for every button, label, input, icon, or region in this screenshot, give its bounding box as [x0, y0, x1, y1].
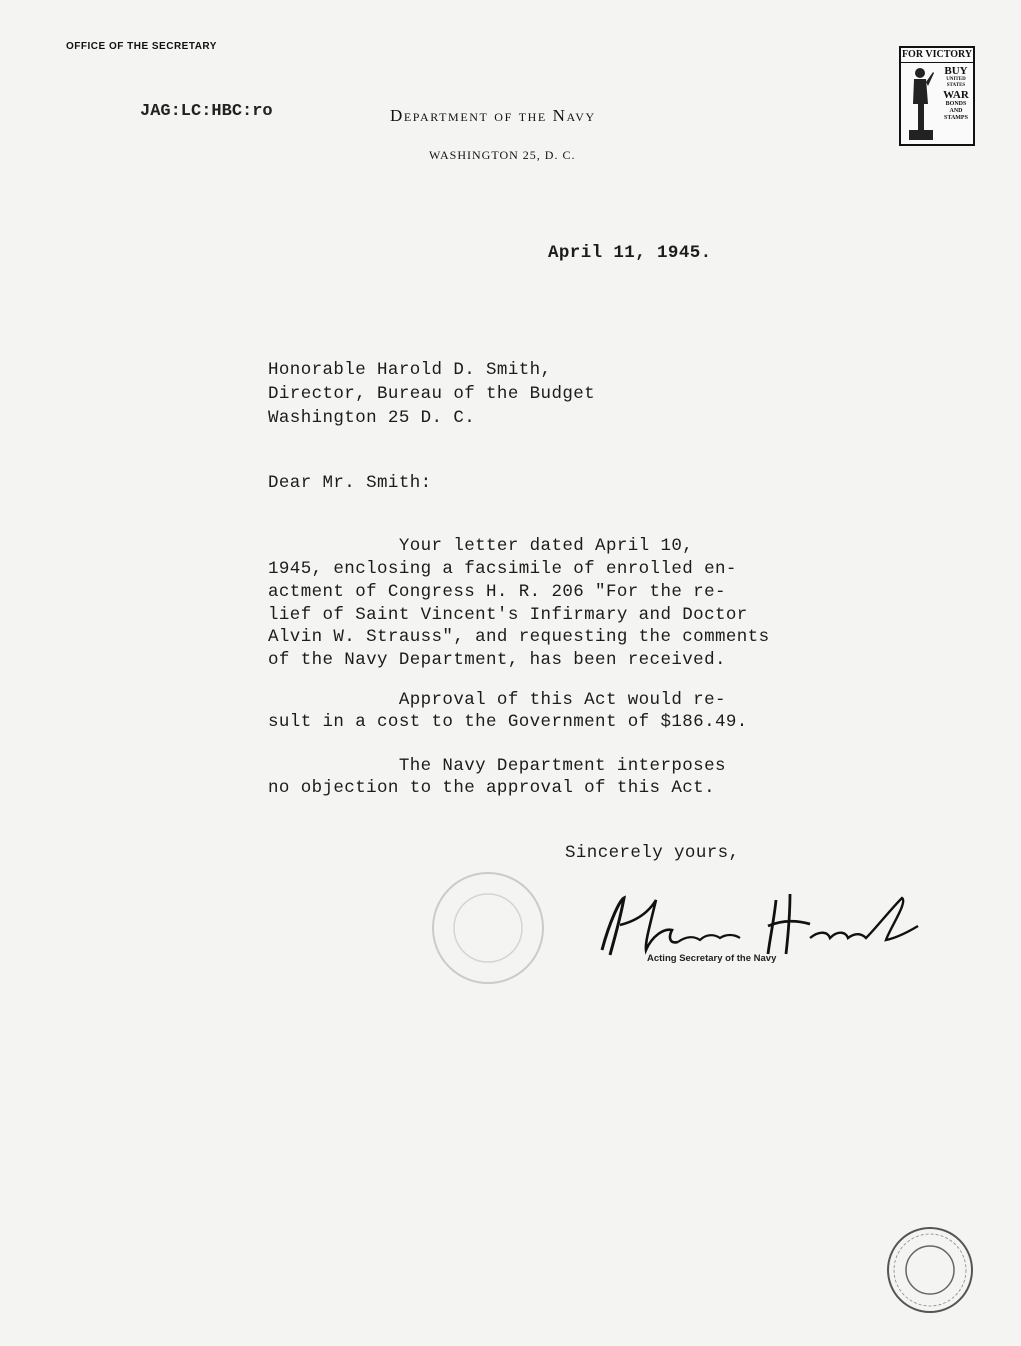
body-line: no objection to the approval of this Act. — [268, 778, 715, 798]
minuteman-icon — [906, 64, 936, 142]
body-line: Approval of this Act would re- — [268, 690, 726, 710]
address-line-3: Washington 25 D. C. — [268, 408, 476, 428]
body-line: 1945, enclosing a facsimile of enrolled en- — [268, 559, 737, 579]
stamp-words — [939, 65, 973, 122]
body-line: lief of Saint Vincent's Infirmary and Doctor — [268, 605, 748, 625]
body-line: of the Navy Department, has been received. — [268, 650, 726, 670]
signature — [590, 880, 930, 980]
department-heading: Department of the Navy — [390, 106, 596, 125]
signer-title: Acting Secretary of the Navy — [647, 953, 777, 964]
address-line-1: Honorable Harold D. Smith, — [268, 360, 552, 380]
body-line: The Navy Department interposes — [268, 756, 726, 776]
department-address: WASHINGTON 25, D. C. — [429, 148, 576, 162]
body-line: Your letter dated April 10, — [268, 536, 694, 556]
reference-code: JAG:LC:HBC:ro — [140, 102, 273, 121]
war-bonds-stamp — [899, 46, 975, 146]
letter-date: April 11, 1945. — [548, 243, 712, 263]
stamp-top-text: FOR VICTORY — [901, 48, 973, 63]
nara-library-stamp — [884, 1224, 976, 1316]
body-line: actment of Congress H. R. 206 "For the re- — [268, 582, 726, 602]
stamp-war: WAR — [943, 89, 969, 101]
office-label: OFFICE OF THE SECRETARY — [66, 41, 217, 52]
salutation: Dear Mr. Smith: — [268, 473, 432, 493]
closing: Sincerely yours, — [565, 843, 740, 863]
body-line: Alvin W. Strauss", and requesting the comments — [268, 627, 770, 647]
stamp-bonds: BONDS AND STAMPS — [944, 101, 968, 121]
library-seal-stamp — [428, 868, 548, 988]
body-line: sult in a cost to the Government of $186.49. — [268, 712, 748, 732]
stamp-united-states: UNITED STATES — [946, 77, 966, 88]
address-line-2: Director, Bureau of the Budget — [268, 384, 596, 404]
stamp-buy: BUY — [944, 65, 968, 77]
